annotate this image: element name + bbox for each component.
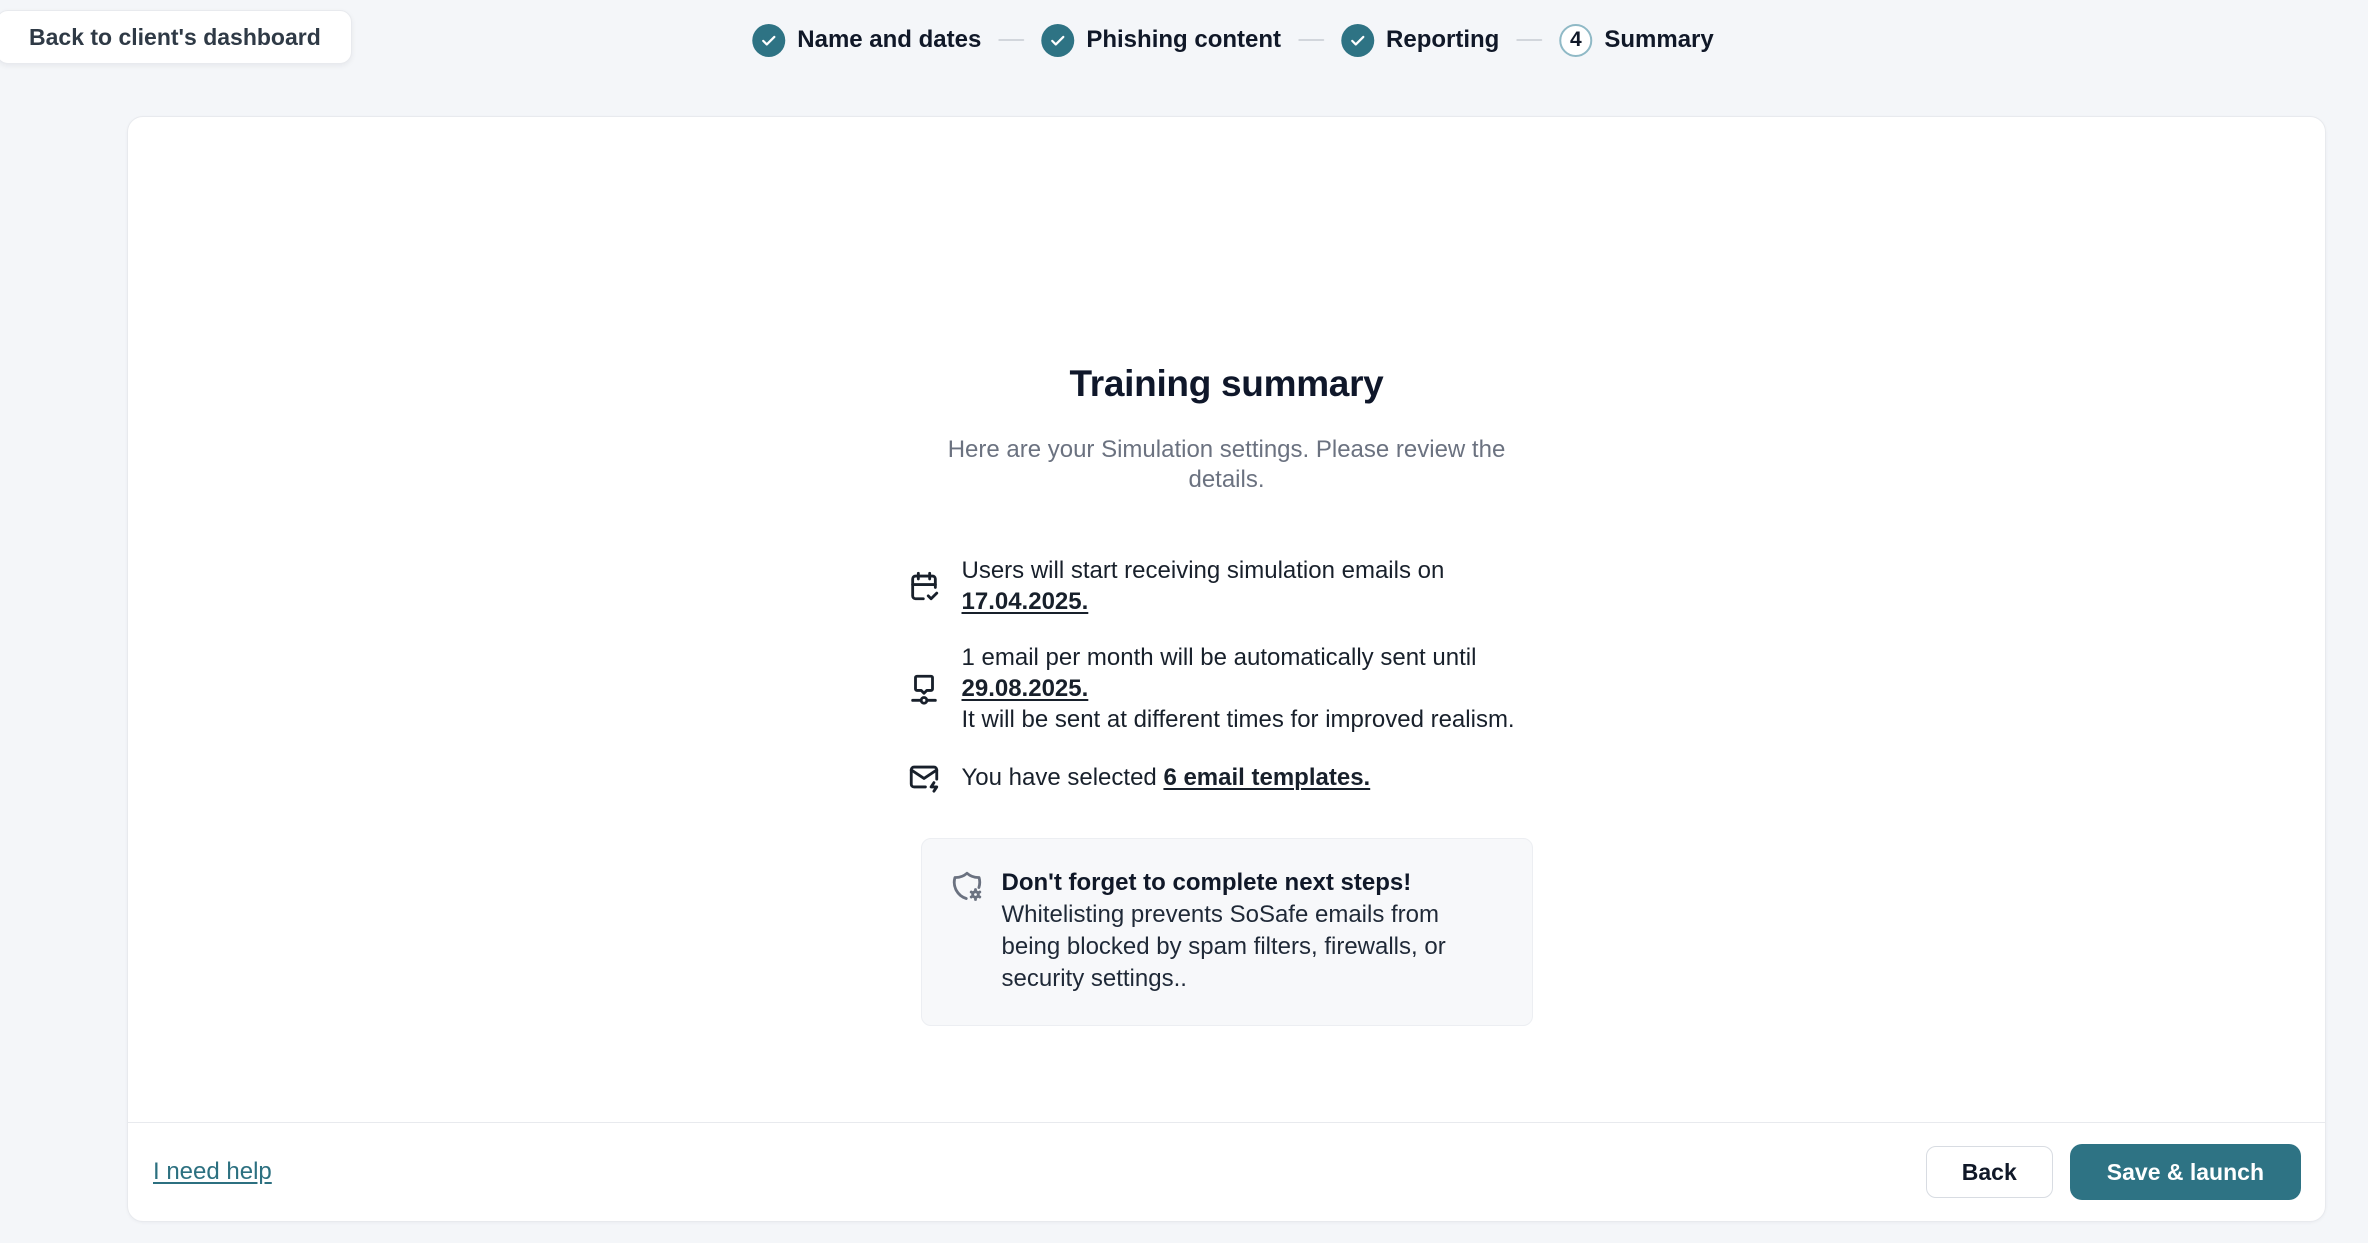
- list-item-templates: [907, 760, 1547, 794]
- shield-cog-icon: [950, 869, 984, 903]
- card-footer: [128, 1122, 2325, 1221]
- info-box-text: [1002, 867, 1488, 995]
- calendar-check-icon: [907, 569, 941, 603]
- start-date-value: 17.04.2025.: [961, 588, 1089, 615]
- top-bar: [0, 0, 2368, 80]
- step-summary-current[interactable]: [1559, 24, 1713, 57]
- back-to-dashboard-button[interactable]: Back to client's dashboard: [0, 10, 352, 64]
- summary-list: [907, 555, 1547, 794]
- step-connector: [1516, 39, 1542, 41]
- back-button[interactable]: Back: [1926, 1146, 2053, 1198]
- summary-item-text: [962, 555, 1547, 617]
- step-phishing-content[interactable]: [1041, 24, 1281, 57]
- help-link[interactable]: I need help: [153, 1158, 272, 1185]
- step-label: Phishing content: [1086, 26, 1282, 53]
- step-label: Summary: [1604, 26, 1714, 53]
- next-steps-info-box: [921, 838, 1533, 1026]
- check-icon: [752, 24, 785, 57]
- step-name-and-dates[interactable]: [752, 24, 981, 57]
- list-item-frequency: [907, 642, 1547, 735]
- check-icon: [1341, 24, 1374, 57]
- item-text-line2: It will be sent at different times for improved realism.: [961, 706, 1515, 733]
- item-text: You have selected: [961, 763, 1164, 791]
- item-text: 1 email per month will be automatically sent until: [961, 644, 1477, 671]
- footer-actions: [1926, 1144, 2301, 1200]
- page-title: Training summary: [1069, 363, 1384, 404]
- step-number-badge: 4: [1559, 24, 1592, 57]
- info-box-title: Don't forget to complete next steps!: [1001, 869, 1412, 896]
- step-label: Reporting: [1386, 26, 1500, 53]
- mail-bolt-icon: [907, 760, 941, 794]
- check-icon: [1041, 24, 1074, 57]
- summary-item-text: [962, 642, 1547, 735]
- summary-card: [127, 116, 2326, 1222]
- templates-count-value: 6 email templates.: [1163, 763, 1371, 791]
- step-label: Name and dates: [797, 26, 982, 53]
- timeline-event-icon: [907, 672, 941, 706]
- summary-item-text: [962, 762, 1371, 793]
- summary-content: [907, 117, 1547, 1026]
- item-text: Users will start receiving simulation emails on: [961, 557, 1445, 584]
- save-launch-button[interactable]: Save & launch: [2070, 1144, 2301, 1200]
- end-date-value: 29.08.2025.: [961, 675, 1089, 702]
- step-connector: [998, 39, 1024, 41]
- step-reporting[interactable]: [1341, 24, 1499, 57]
- wizard-stepper: [752, 0, 1713, 80]
- info-box-body: Whitelisting prevents SoSafe emails from being blocked by spam filters, firewalls, or security settings..: [1001, 901, 1446, 992]
- list-item-start-date: [907, 555, 1547, 617]
- step-connector: [1298, 39, 1324, 41]
- page-subtitle: Here are your Simulation settings. Please review the details.: [947, 436, 1506, 493]
